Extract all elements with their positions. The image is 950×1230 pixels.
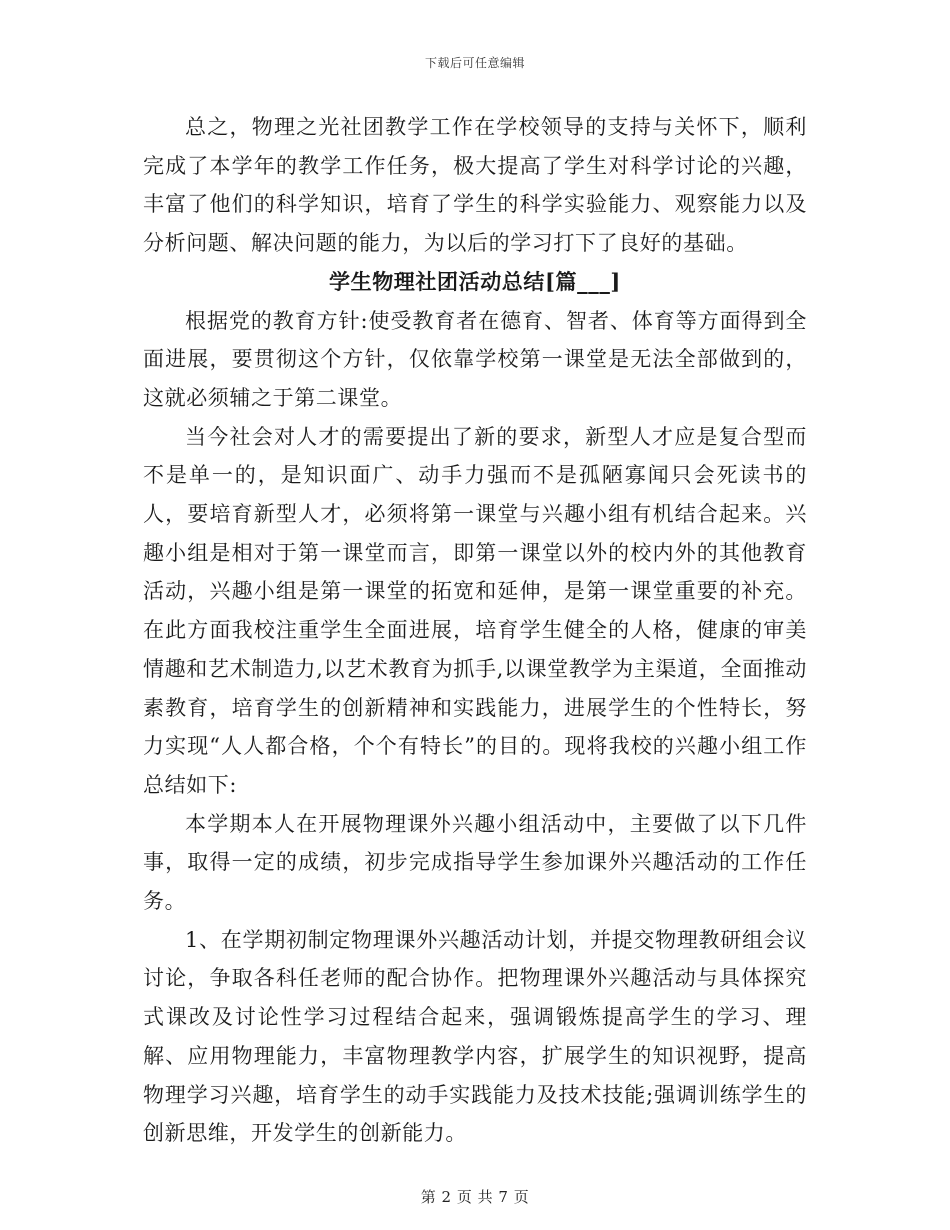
paragraph-item-1: 1、在学期初制定物理课外兴趣活动计划，并提交物理教研组会议讨论，争取各科任老师的配合协作。把物理课外兴趣活动与具体探究式课改及讨论性学习过程结合起来，强调锻炼提高学生的学习、理解、应用物理能力，丰富物理教学内容，扩展学生的知识视野，提高物理学习兴趣，培育学生的动手实践能力及技术技能;强调训练学生的创新思维，开发学生的创新能力。 bbox=[143, 927, 807, 1146]
page-number: 第 2 页 共 7 页 bbox=[420, 1188, 530, 1206]
paragraph-talent-needs: 当今社会对人才的需要提出了新的要求，新型人才应是复合型而不是单一的，是知识面广、动手力强而不是孤陋寡闻只会死读书的人，要培育新型人才，必须将第一课堂与兴趣小组有机结合起来。兴趣小组是相对于第一课堂而言，即第一课堂以外的校内外的其他教育活动，兴趣小组是第一课堂的拓宽和延伸，是第一课堂重要的补充。在此方面我校注重学生全面进展，培育学生健全的人格，健康的审美情趣和艺术制造力,以艺术教育为抓手,以课堂教学为主渠道，全面推动素教育，培育学生的创新精神和实践能力，进展学生的个性特长，努力实现“人人都合格，个个有特长”的目的。现将我校的兴趣小组工作总结如下: bbox=[143, 424, 807, 797]
header-note: 下载后可任意编辑 bbox=[424, 56, 525, 70]
section-title: 学生物理社团活动总结[篇___] bbox=[329, 268, 621, 294]
paragraph-semester-work: 本学期本人在开展物理课外兴趣小组活动中，主要做了以下几件事，取得一定的成绩，初步完成指导学生参加课外兴趣活动的工作任务。 bbox=[143, 811, 807, 914]
document-body bbox=[143, 108, 807, 1153]
paragraph-education-policy: 根据党的教育方针:使受教育者在德育、智者、体育等方面得到全面进展，要贯彻这个方针，仅依靠学校第一课堂是无法全部做到的，这就必须辅之于第二课堂。 bbox=[143, 308, 807, 410]
paragraph-summary: 总之，物理之光社团教学工作在学校领导的支持与关怀下，顺利完成了本学年的教学工作任务，极大提高了学生对科学讨论的兴趣，丰富了他们的科学知识，培育了学生的科学实验能力、观察能力以及分析问题、解决问题的能力，为以后的学习打下了良好的基础。 bbox=[143, 115, 807, 256]
